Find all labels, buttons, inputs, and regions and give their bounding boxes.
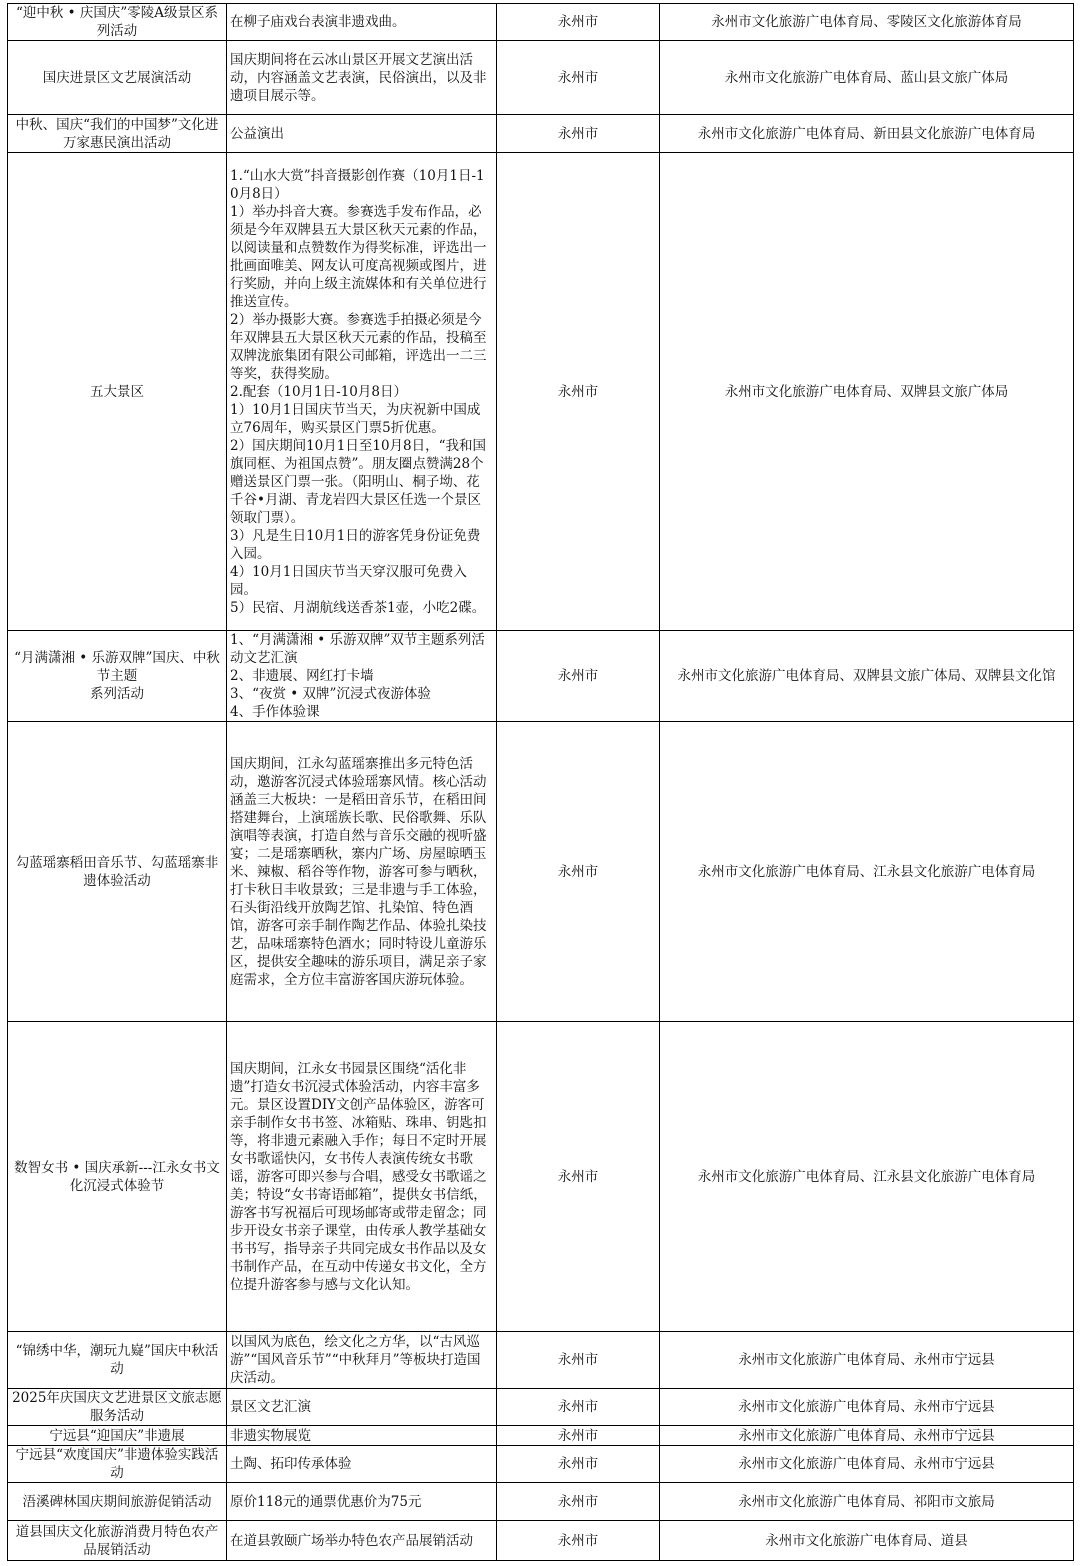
activity-city: 永州市 — [497, 1022, 660, 1332]
activity-organizer: 永州市文化旅游广电体育局、道县 — [660, 1521, 1074, 1561]
activity-city: 永州市 — [497, 1332, 660, 1389]
activity-city: 永州市 — [497, 1521, 660, 1561]
events-table — [7, 3, 1074, 1561]
activity-organizer: 永州市文化旅游广电体育局、永州市宁远县 — [660, 1426, 1074, 1446]
activity-name: 宁远县“迎国庆”非遗展 — [8, 1426, 227, 1446]
activity-organizer: 永州市文化旅游广电体育局、祁阳市文旅局 — [660, 1483, 1074, 1521]
activity-city: 永州市 — [497, 153, 660, 631]
activity-content: 国庆期间，江永勾蓝瑶寨推出多元特色活动，邀游客沉浸式体验瑶寨风情。核心活动涵盖三大板块：一是稻田音乐节，在稻田间搭建舞台，上演瑶族长歌、民俗歌舞、乐队演唱等表演，打造自然与音乐交融的视听盛宴；二是瑶寨晒秋，寨内广场、房屋晾晒玉米、辣椒、稻谷等作物，游客可参与晒秋，打卡秋日丰收景致；三是非遗与手工体验，石头街沿线开放陶艺馆、扎染馆、特色酒馆，游客可亲手制作陶艺作品、体验扎染技艺，品味瑶寨特色酒水；同时特设儿童游乐区，提供安全趣味的游乐项目，满足亲子家庭需求，全方位丰富游客国庆游玩体验。 — [227, 722, 497, 1022]
activity-name: 数智女书 • 国庆承新---江永女书文化沉浸式体验节 — [8, 1022, 227, 1332]
activity-content: 非遗实物展览 — [227, 1426, 497, 1446]
table-row — [8, 722, 1074, 1022]
activity-content: 在道县敦颐广场举办特色农产品展销活动 — [227, 1521, 497, 1561]
activity-organizer: 永州市文化旅游广电体育局、永州市宁远县 — [660, 1389, 1074, 1426]
activity-city: 永州市 — [497, 115, 660, 153]
activity-city: 永州市 — [497, 1483, 660, 1521]
table-row — [8, 631, 1074, 722]
activity-organizer: 永州市文化旅游广电体育局、零陵区文化旅游体育局 — [660, 4, 1074, 41]
activity-organizer: 永州市文化旅游广电体育局、永州市宁远县 — [660, 1446, 1074, 1483]
activity-city: 永州市 — [497, 631, 660, 722]
table-row — [8, 115, 1074, 153]
table-row — [8, 1389, 1074, 1426]
table-row — [8, 1426, 1074, 1446]
activity-organizer: 永州市文化旅游广电体育局、永州市宁远县 — [660, 1332, 1074, 1389]
activity-name: 2025年庆国庆文艺进景区文旅志愿服务活动 — [8, 1389, 227, 1426]
activity-name: 浯溪碑林国庆期间旅游促销活动 — [8, 1483, 227, 1521]
activity-content: 景区文艺汇演 — [227, 1389, 497, 1426]
activity-content: 1、“月满潇湘 • 乐游双牌”双节主题系列活动文艺汇演 2、非遗展、网红打卡墙 3、“夜赏 • 双牌”沉浸式夜游体验 4、手作体验课 — [227, 631, 497, 722]
activity-city: 永州市 — [497, 1446, 660, 1483]
table-row — [8, 4, 1074, 41]
activity-content: 国庆期间将在云冰山景区开展文艺演出活动，内容涵盖文艺表演，民俗演出，以及非遗项目展示等。 — [227, 41, 497, 115]
activity-name: 勾蓝瑶寨稻田音乐节、勾蓝瑶寨非遗体验活动 — [8, 722, 227, 1022]
activity-content: 原价118元的通票优惠价为75元 — [227, 1483, 497, 1521]
table-row — [8, 1483, 1074, 1521]
activity-content: 国庆期间，江永女书园景区围绕“活化非遗”打造女书沉浸式体验活动，内容丰富多元。景区设置DIY文创产品体验区，游客可亲手制作女书书签、冰箱贴、珠串、钥匙扣等，将非遗元素融入手作；每日不定时开展女书歌谣快闪，女书传人表演传统女书歌谣，游客可即兴参与合唱，感受女书歌谣之美；特设“女书寄语邮箱”，提供女书信纸，游客书写祝福后可现场邮寄或带走留念；同步开设女书亲子课堂，由传承人教学基础女书书写，指导亲子共同完成女书作品以及女书制作产品，在互动中传递女书文化，全方位提升游客参与感与文化认知。 — [227, 1022, 497, 1332]
table-row — [8, 1332, 1074, 1389]
table-row — [8, 1521, 1074, 1561]
activity-city: 永州市 — [497, 1426, 660, 1446]
activity-content: 在柳子庙戏台表演非遗戏曲。 — [227, 4, 497, 41]
activity-name: 道县国庆文化旅游消费月特色农产品展销活动 — [8, 1521, 227, 1561]
activity-name: 国庆进景区文艺展演活动 — [8, 41, 227, 115]
activity-content: 1.“山水大赏”抖音摄影创作赛（10月1日-10月8日） 1）举办抖音大赛。参赛选手发布作品，必须是今年双牌县五大景区秋天元素的作品，以阅读量和点赞数作为得奖标准，评选出一批画面唯美、网友认可度高视频或图片，进行奖励，并向上级主流媒体和有关单位进行推送宣传。 2）举办摄影大赛。参赛选手拍摄必须是今年双牌县五大景区秋天元素的作品，投稿至双牌泷旅集团有限公司邮箱，评选出一二三等奖，获得奖励。 2.配套（10月1日-10月8日） 1）10月1日国庆节当天，为庆祝新中国成立76周年，购买景区门票5折优惠。 2）国庆期间10月1日至10月8日，“我和国旗同框、为祖国点赞”。朋友圈点赞满28个赠送景区门票一张。（阳明山、桐子坳、花千谷•月湖、青龙岩四大景区任选一个景区领取门票）。 3）凡是生日10月1日的游客凭身份证免费入园。 4）10月1日国庆节当天穿汉服可免费入园。 5）民宿、月湖航线送香茶1壶，小吃2碟。 — [227, 153, 497, 631]
activity-content: 土陶、拓印传承体验 — [227, 1446, 497, 1483]
activity-organizer: 永州市文化旅游广电体育局、江永县文化旅游广电体育局 — [660, 722, 1074, 1022]
activity-name: 五大景区 — [8, 153, 227, 631]
table-row — [8, 41, 1074, 115]
activity-organizer: 永州市文化旅游广电体育局、江永县文化旅游广电体育局 — [660, 1022, 1074, 1332]
activity-city: 永州市 — [497, 722, 660, 1022]
activity-content: 公益演出 — [227, 115, 497, 153]
activity-name: 宁远县“欢度国庆”非遗体验实践活动 — [8, 1446, 227, 1483]
activity-name: “月满潇湘 • 乐游双牌”国庆、中秋节主题 系列活动 — [8, 631, 227, 722]
table-row — [8, 1446, 1074, 1483]
activity-organizer: 永州市文化旅游广电体育局、双牌县文旅广体局、双牌县文化馆 — [660, 631, 1074, 722]
activity-name: “锦绣中华，潮玩九嶷”国庆中秋活动 — [8, 1332, 227, 1389]
activity-name: 中秋、国庆“我们的中国梦”文化进万家惠民演出活动 — [8, 115, 227, 153]
table-row — [8, 153, 1074, 631]
activity-city: 永州市 — [497, 41, 660, 115]
activity-name: “迎中秋 • 庆国庆”零陵A级景区系列活动 — [8, 4, 227, 41]
table-row — [8, 1022, 1074, 1332]
activity-organizer: 永州市文化旅游广电体育局、双牌县文旅广体局 — [660, 153, 1074, 631]
activity-city: 永州市 — [497, 4, 660, 41]
activity-city: 永州市 — [497, 1389, 660, 1426]
activity-organizer: 永州市文化旅游广电体育局、蓝山县文旅广体局 — [660, 41, 1074, 115]
activity-content: 以国风为底色，绘文化之方华，以“古风巡游”“国风音乐节”“中秋拜月”等板块打造国庆活动。 — [227, 1332, 497, 1389]
activity-organizer: 永州市文化旅游广电体育局、新田县文化旅游广电体育局 — [660, 115, 1074, 153]
